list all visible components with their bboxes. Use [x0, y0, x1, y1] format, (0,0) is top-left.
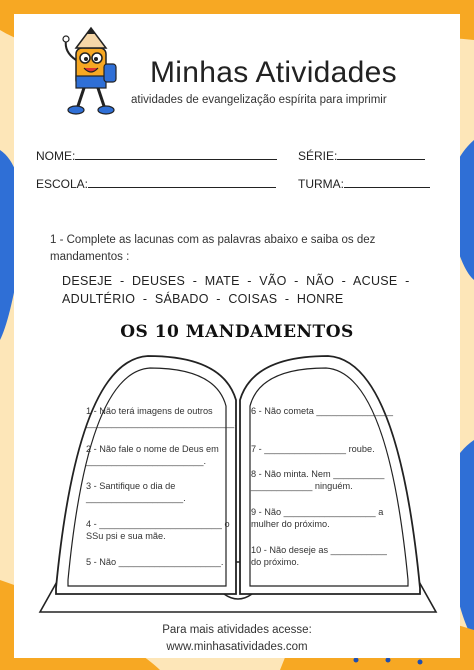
- commandment-item-6-line-1: 6 - Não cometa _______________: [251, 406, 394, 416]
- word-bank-row-1: DESEJE - DEUSES - MATE - VÃO - NÃO - ACUSE -: [62, 274, 410, 288]
- commandment-item-2: [86, 443, 219, 467]
- school-line[interactable]: [88, 176, 276, 188]
- footer-link[interactable]: www.minhasatividades.com: [166, 641, 308, 653]
- commandment-item-4: [86, 518, 230, 542]
- commandment-item-5: [86, 556, 223, 568]
- name-line[interactable]: [75, 148, 277, 160]
- commandment-item-4-line-1: 4 - ________________________ o: [86, 519, 230, 529]
- commandment-item-6: [251, 405, 393, 417]
- commandment-item-1-line-2: _____________________________.: [86, 418, 237, 428]
- commandment-item-8-line-2: ____________ ninguém.: [251, 481, 353, 491]
- school-label: ESCOLA:: [36, 177, 89, 191]
- commandment-item-3: [86, 480, 186, 504]
- name-field: [36, 148, 277, 163]
- commandment-item-4-line-2: SSu psi e sua mãe.: [86, 531, 166, 541]
- word-bank-row-2: ADULTÉRIO - SÁBADO - COISAS - HONRE: [62, 292, 344, 306]
- commandment-item-10-line-1: 10 - Não deseje as ___________: [251, 545, 387, 555]
- commandment-item-9: [251, 506, 383, 530]
- commandment-item-3-line-2: ___________________.: [86, 493, 186, 503]
- commandment-item-1: [86, 405, 237, 429]
- page-title: Minhas Atividades: [150, 56, 397, 89]
- series-label: SÉRIE:: [298, 149, 338, 163]
- commandments-heading: OS 10 MANDAMENTOS: [120, 322, 354, 342]
- commandment-item-8: [251, 468, 384, 492]
- series-field: [298, 148, 425, 163]
- commandment-item-2-line-2: _______________________.: [86, 456, 207, 466]
- pencil-mascot-icon: [60, 26, 124, 118]
- footer-text: Para mais atividades acesse:: [162, 624, 312, 636]
- name-label: NOME:: [36, 149, 76, 163]
- page-subtitle: atividades de evangelização espírita para imprimir: [131, 94, 387, 106]
- class-field: [298, 176, 430, 191]
- class-label: TURMA:: [298, 177, 344, 191]
- series-line[interactable]: [337, 148, 425, 160]
- commandment-item-9-line-1: 9 - Não __________________ a: [251, 507, 384, 517]
- instructions-text: 1 - Complete as lacunas com as palavras abaixo e saiba os dez mandamentos :: [50, 234, 376, 263]
- commandment-item-10-line-2: do próximo.: [251, 557, 300, 567]
- school-field: [36, 176, 276, 191]
- commandment-item-5-line-1: 5 - Não ____________________.: [86, 557, 224, 567]
- commandment-item-8-line-1: 8 - Não minta. Nem __________: [251, 469, 385, 479]
- commandment-item-7: [251, 443, 375, 455]
- commandment-item-1-line-1: 1 - Não terá imagens de outros: [86, 406, 213, 416]
- commandment-item-9-line-2: mulher do próximo.: [251, 519, 330, 529]
- commandment-item-10: [251, 544, 387, 568]
- commandment-item-7-line-1: 7 - ________________ roube.: [251, 444, 375, 454]
- commandment-item-2-line-1: 2 - Não fale o nome de Deus em: [86, 444, 219, 454]
- class-line[interactable]: [344, 176, 430, 188]
- commandment-item-3-line-1: 3 - Santifique o dia de: [86, 481, 176, 491]
